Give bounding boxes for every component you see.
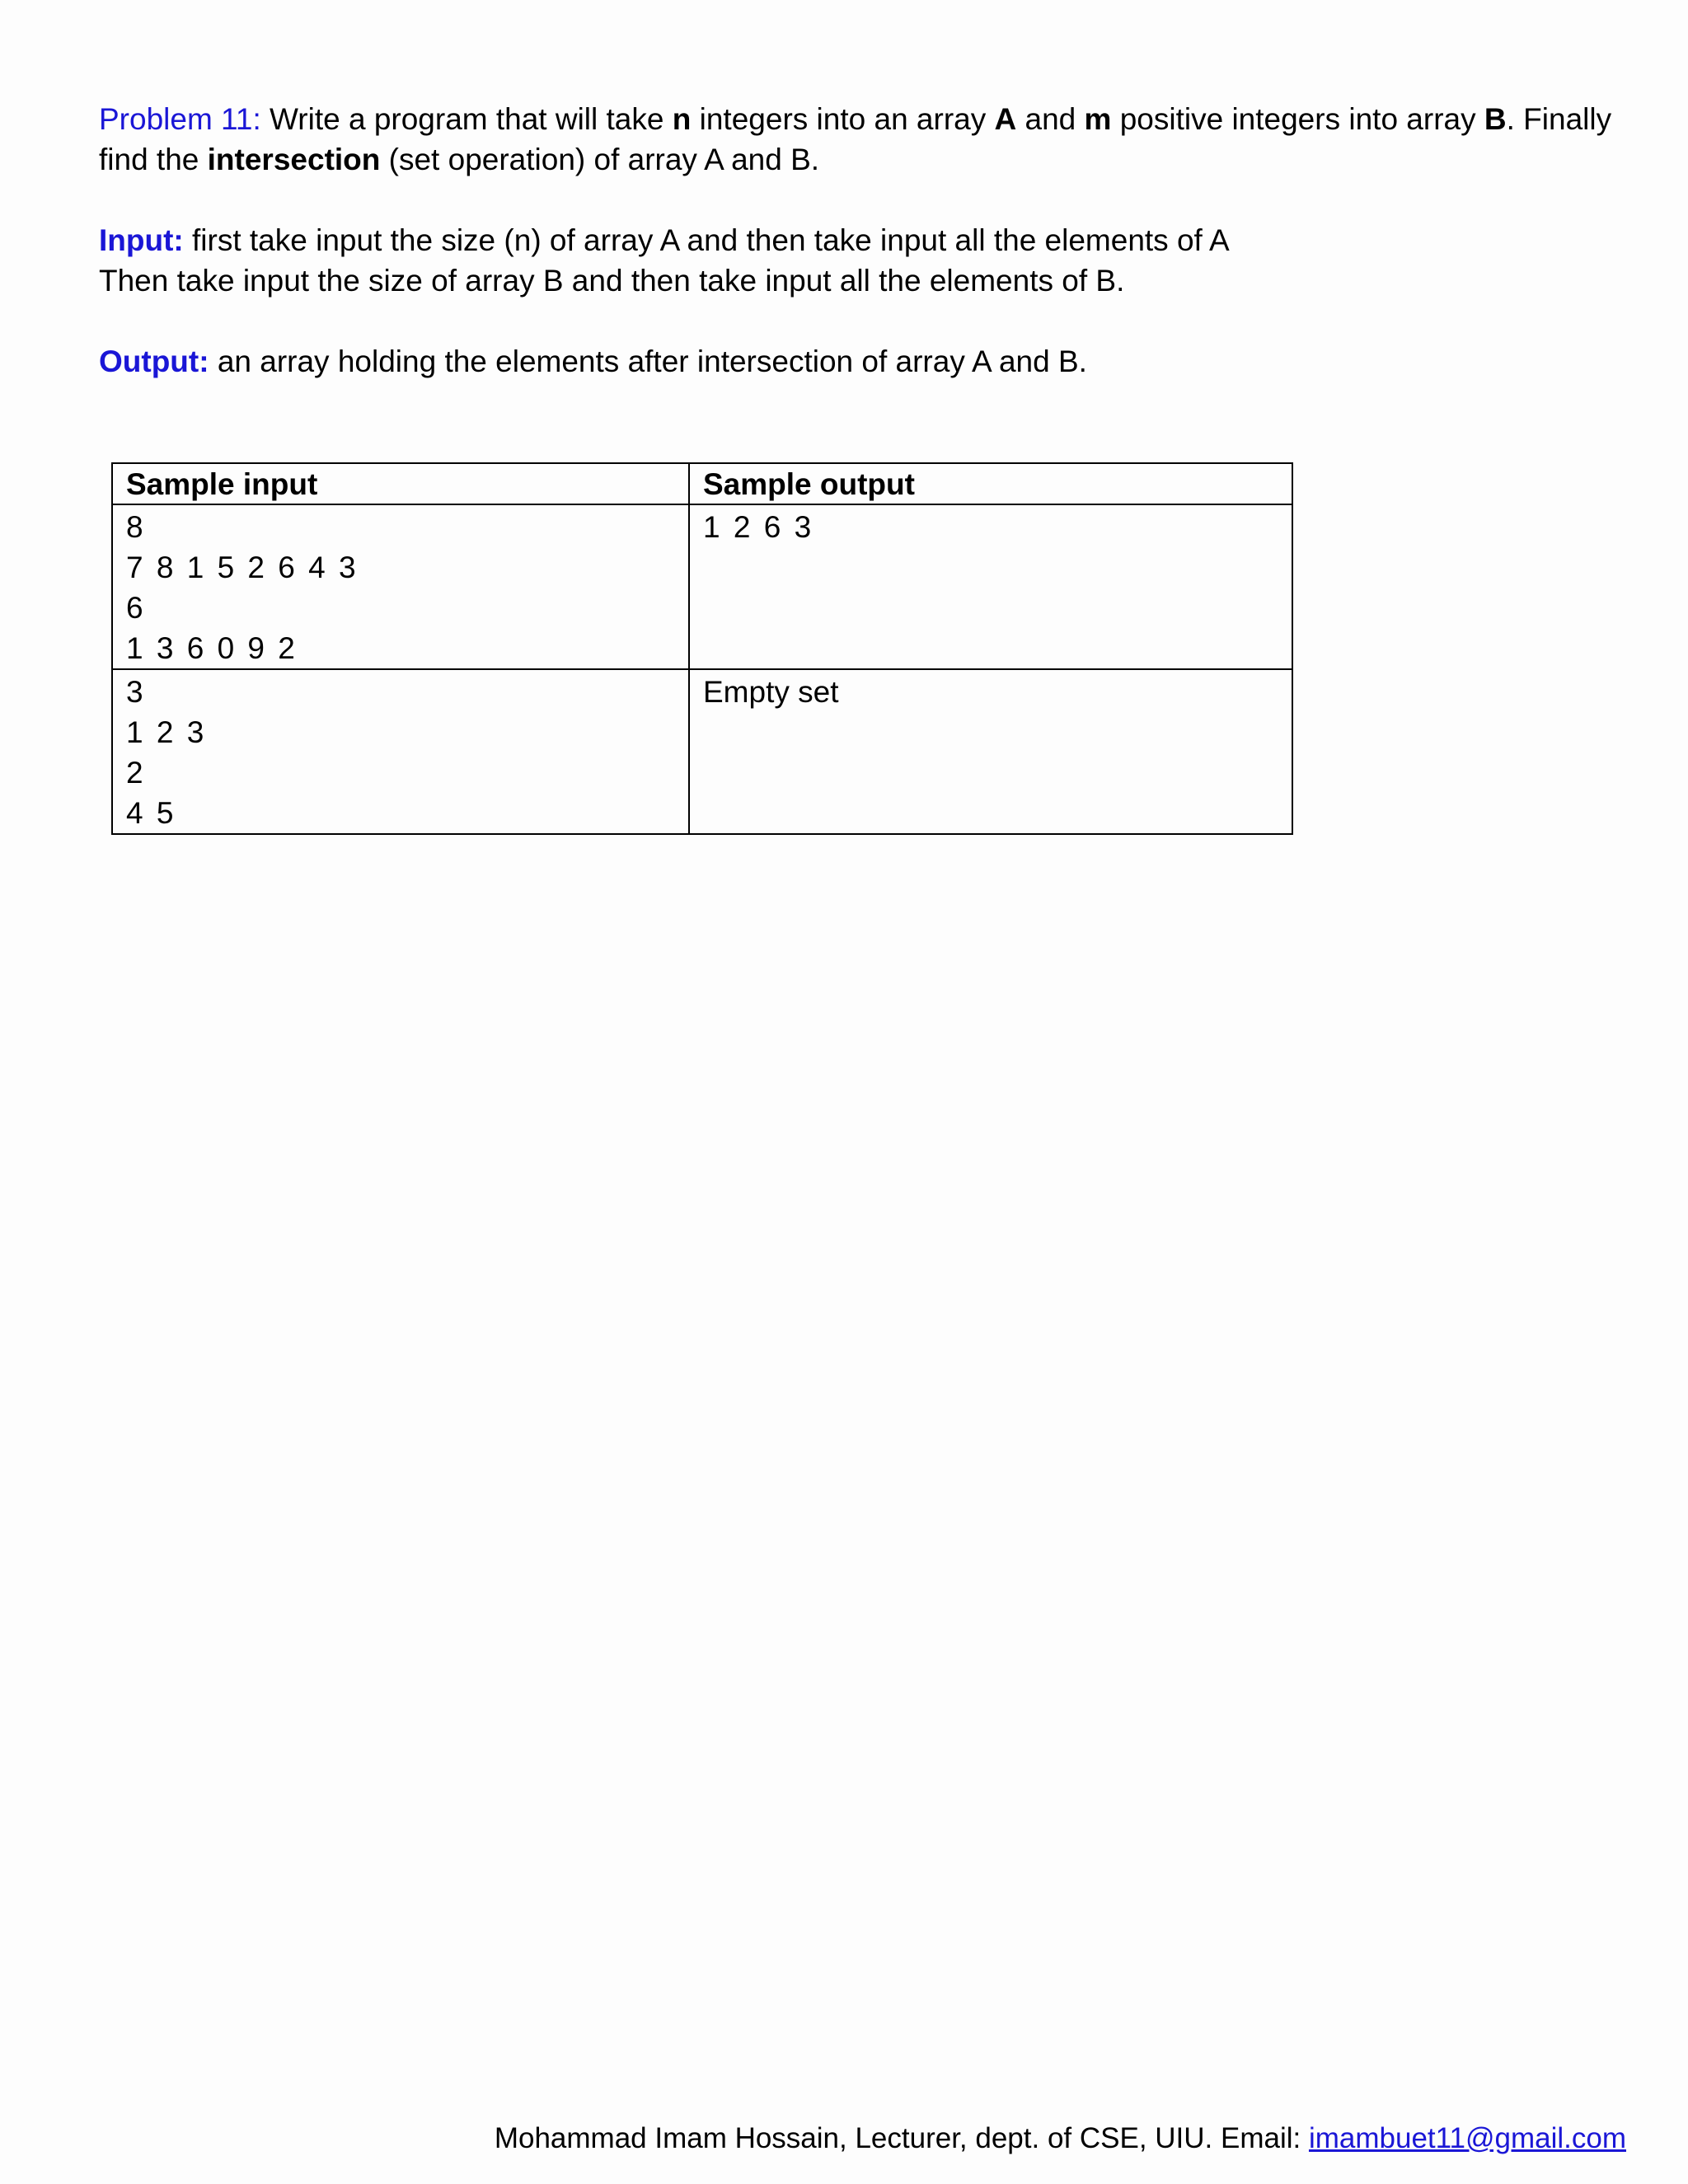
- input-line-1: first take input the size (n) of array A and then take input all the elements of A: [183, 223, 1230, 257]
- footer-email-link[interactable]: imambuet11@gmail.com: [1308, 2122, 1626, 2154]
- sample-table: [111, 462, 1293, 835]
- output-label: Output:: [99, 344, 209, 378]
- input-value: 4 5: [126, 796, 176, 830]
- table-header-row: [112, 463, 1292, 504]
- input-value: 8: [126, 510, 146, 544]
- problem-bold-intersection: intersection: [207, 143, 381, 176]
- input-label: Input:: [99, 223, 184, 257]
- input-value: 6: [126, 591, 146, 625]
- sample-output-cell: [689, 504, 1292, 669]
- table-row: [112, 669, 1292, 834]
- problem-text-5: . Finally find the: [99, 102, 1612, 176]
- input-value: 2: [126, 756, 146, 790]
- output-value: Empty set: [703, 675, 839, 709]
- output-description: [99, 341, 1632, 382]
- problem-bold-b: B: [1484, 102, 1507, 136]
- problem-text-3: and: [1016, 102, 1085, 136]
- sample-output-cell: [689, 669, 1292, 834]
- input-value: 1 3 6 0 9 2: [126, 631, 298, 665]
- problem-text-2: integers into an array: [691, 102, 995, 136]
- table-row: [112, 504, 1292, 669]
- footer-author: Mohammad Imam Hossain, Lecturer, dept. of CSE, UIU. Email:: [494, 2122, 1309, 2154]
- problem-text-6: (set operation) of array A and B.: [380, 143, 820, 176]
- sample-input-cell: [112, 669, 689, 834]
- problem-bold-m: m: [1084, 102, 1112, 136]
- input-value: 3: [126, 675, 146, 709]
- problem-label: Problem 11:: [99, 102, 261, 136]
- input-value: 7 8 1 5 2 6 4 3: [126, 551, 359, 584]
- input-description: [99, 220, 1632, 301]
- header-sample-output: Sample output: [689, 463, 1292, 504]
- input-value: 1 2 3: [126, 715, 207, 749]
- problem-text-4: positive integers into array: [1111, 102, 1484, 136]
- page-footer: [495, 2120, 1626, 2158]
- sample-input-cell: [112, 504, 689, 669]
- input-line-2: Then take input the size of array B and then take input all the elements of B.: [99, 264, 1125, 298]
- output-text: an array holding the elements after intersection of array A and B.: [209, 344, 1087, 378]
- problem-bold-a: A: [994, 102, 1017, 136]
- output-value: 1 2 6 3: [703, 510, 814, 544]
- problem-statement: [99, 99, 1632, 180]
- header-sample-input: Sample input: [112, 463, 689, 504]
- problem-bold-n: n: [672, 102, 692, 136]
- problem-text-1: Write a program that will take: [260, 102, 673, 136]
